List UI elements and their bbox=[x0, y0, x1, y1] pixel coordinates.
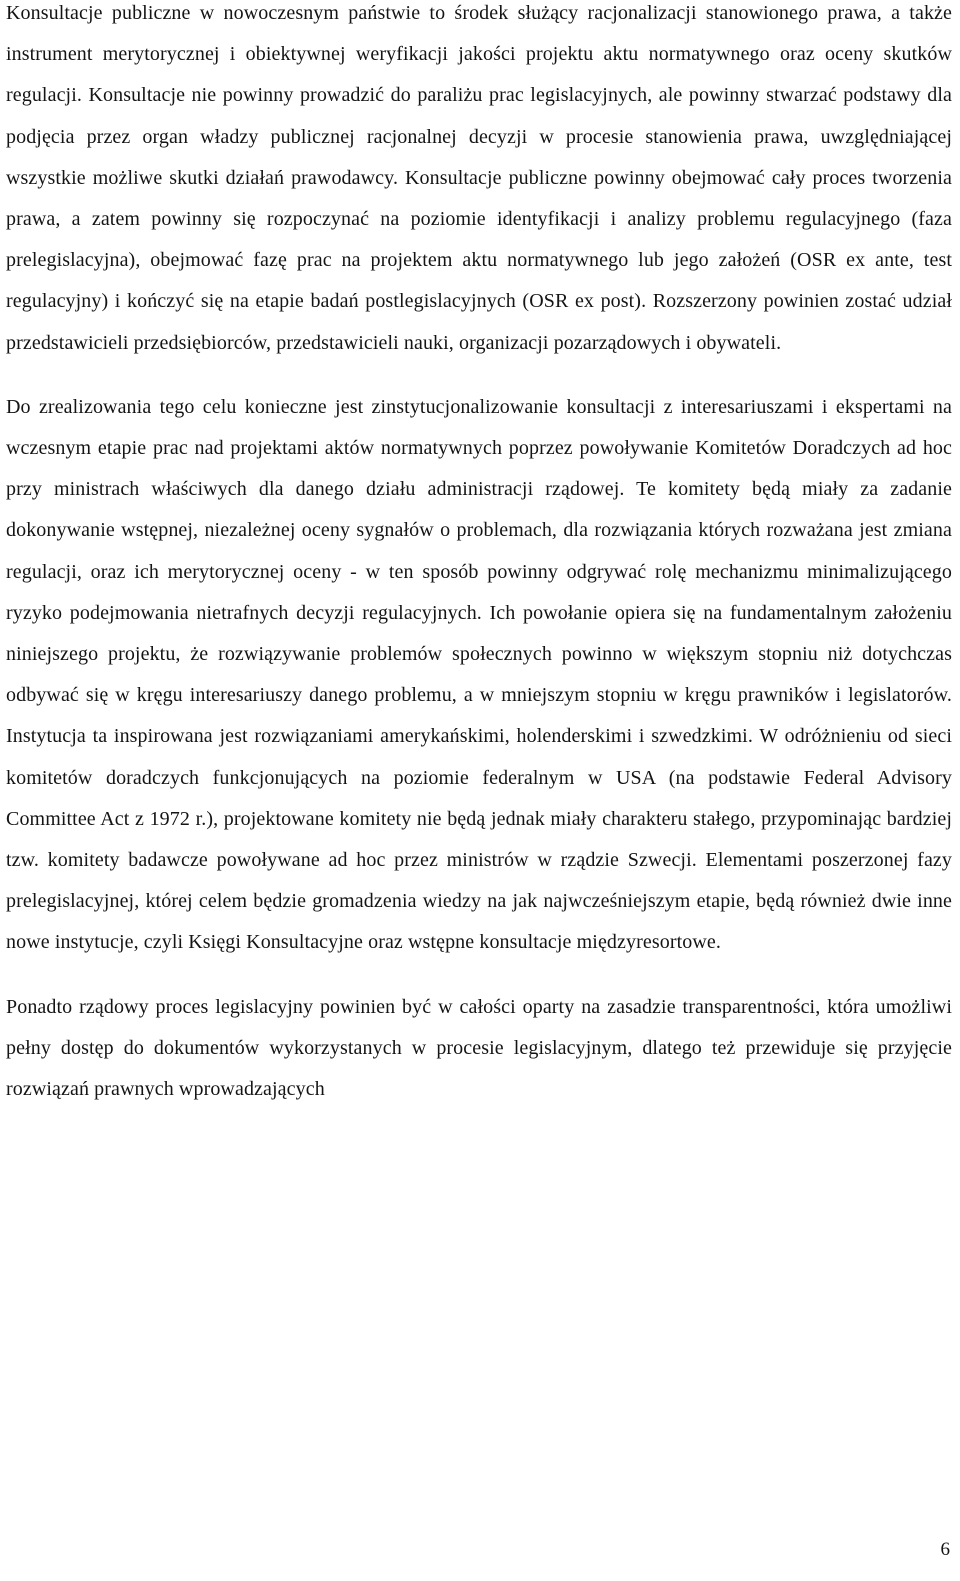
paragraph-public-consultations: Konsultacje publiczne w nowoczesnym państwie to środek służący racjonalizacji stanowionego prawa, a także instrument merytorycznej i obiektywnej weryfikacji jakości projektu aktu normatywnego oraz oceny skutków regulacji. Konsultacje nie powinny prowadzić do paraliżu prac legislacyjnych, ale powinny stwarzać podstawy dla podjęcia przez organ władzy publicznej racjonalnej decyzji w procesie stanowienia prawa, uwzględniającej wszystkie możliwe skutki działań prawodawcy. Konsultacje publiczne powinny obejmować cały proces tworzenia prawa, a zatem powinny się rozpoczynać na poziomie identyfikacji i analizy problemu regulacyjnego (faza prelegislacyjna), obejmować fazę prac na projektem aktu normatywnego lub jego założeń (OSR ex ante, test regulacyjny) i kończyć się na etapie badań postlegislacyjnych (OSR ex post). Rozszerzony powinien zostać udział przedstawicieli przedsiębiorców, przedstawicieli nauki, organizacji pozarządowych i obywateli. bbox=[6, 2, 952, 354]
page-number: 6 bbox=[940, 1539, 950, 1560]
paragraph-advisory-committees: Do zrealizowania tego celu konieczne jest zinstytucjonalizowanie konsultacji z interesariuszami i ekspertami na wczesnym etapie prac nad projektami aktów normatywnych poprzez powoływanie Komitetów Doradczych ad hoc przy ministrach właściwych dla danego działu administracji rządowej. Te komitety będą miały za zadanie dokonywanie wstępnej, niezależnej oceny sygnałów o problemach, dla rozwiązania których rozważana jest zmiana regulacji, oraz ich merytorycznej oceny - w ten sposób powinny odgrywać rolę mechanizmu minimalizującego ryzyko podejmowania nietrafnych decyzji regulacyjnych. Ich powołanie opiera się na fundamentalnym założeniu niniejszego projektu, że rozwiązywanie problemów społecznych powinno w większym stopniu niż dotychczas odbywać się w kręgu interesariuszy danego problemu, a w mniejszym stopniu w kręgu prawników i legislatorów. Instytucja ta inspirowana jest rozwiązaniami amerykańskimi, holenderskimi i szwedzkimi. W odróżnieniu od sieci komitetów doradczych funkcjonujących na poziomie federalnym w USA (na podstawie Federal Advisory Committee Act z 1972 r.), projektowane komitety nie będą jednak miały charakteru stałego, przypominając bardziej tzw. komitety badawcze powoływane ad hoc przez ministrów w rządzie Szwecji. Elementami poszerzonej fazy prelegislacyjnej, której celem będzie gromadzenia wiedzy na jak najwcześniejszym etapie, będą również dwie inne nowe instytucje, czyli Księgi Konsultacyjne oraz wstępne konsultacje międzyresortowe. bbox=[6, 395, 952, 954]
paragraph-transparency: Ponadto rządowy proces legislacyjny powinien być w całości oparty na zasadzie transparentności, która umożliwi pełny dostęp do dokumentów wykorzystanych w procesie legislacyjnym, dlatego też przewiduje się przyjęcie rozwiązań prawnych wprowadzających bbox=[6, 995, 952, 1101]
